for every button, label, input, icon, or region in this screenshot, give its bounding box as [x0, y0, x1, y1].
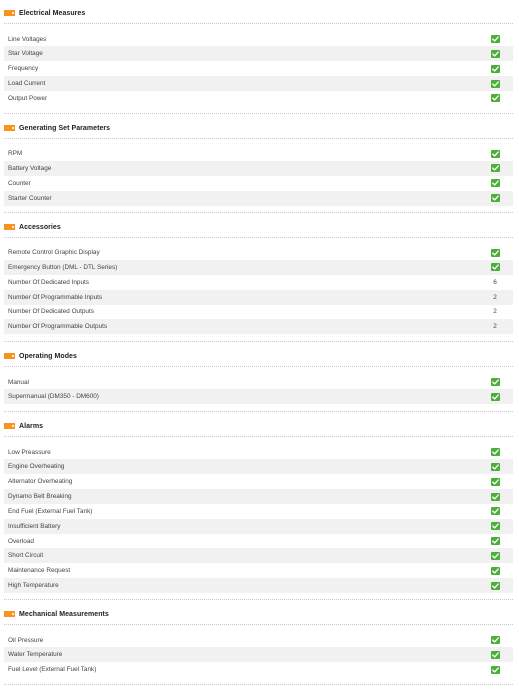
- spec-row-insufficient-battery: [4, 519, 513, 534]
- check-cell: [483, 463, 507, 471]
- spec-row-water-temperature: [4, 647, 513, 662]
- spec-row-number-of-programmable-outputs: [4, 319, 513, 334]
- spec-row-star-voltage: [4, 46, 513, 61]
- spec-label: Overload: [8, 537, 34, 545]
- check-icon: [491, 194, 500, 202]
- spec-row-engine-overheating: [4, 459, 513, 474]
- check-icon: [491, 65, 500, 73]
- spec-label: End Fuel (External Fuel Tank): [8, 507, 93, 515]
- section-header-alarms: [4, 417, 513, 435]
- check-icon: [491, 249, 500, 257]
- spec-row-frequency: [4, 61, 513, 76]
- check-icon: [491, 478, 500, 486]
- spec-row-emergency-button: [4, 260, 513, 275]
- check-cell: [483, 80, 507, 88]
- spec-row-overload: [4, 534, 513, 549]
- spec-label: Oil Pressure: [8, 636, 44, 644]
- check-cell: [483, 35, 507, 43]
- check-cell: [483, 249, 507, 257]
- check-cell: [483, 552, 507, 560]
- spec-row-maintenance-request: [4, 563, 513, 578]
- spec-label: High Temperature: [8, 582, 59, 590]
- spec-row-fuel-level: [4, 662, 513, 677]
- spec-row-manual: [4, 375, 513, 390]
- spec-label: Low Preassure: [8, 448, 51, 456]
- check-cell: [483, 522, 507, 530]
- check-cell: [483, 537, 507, 545]
- spec-row-number-of-programmable-inputs: [4, 290, 513, 305]
- check-icon: [491, 537, 500, 545]
- orange-bar-icon: [4, 125, 15, 131]
- header-underline: [4, 436, 513, 437]
- check-cell: [483, 150, 507, 158]
- check-icon: [491, 35, 500, 43]
- spec-row-end-fuel: [4, 504, 513, 519]
- spec-value: 2: [493, 323, 497, 331]
- check-icon: [491, 552, 500, 560]
- spec-label: Counter: [8, 179, 31, 187]
- spec-row-line-voltages: [4, 32, 513, 47]
- section-divider: [4, 684, 513, 685]
- spec-label: Manual: [8, 378, 29, 386]
- spec-label: Short Circuit: [8, 552, 44, 560]
- spec-label: Load Current: [8, 80, 46, 88]
- spec-value: 6: [493, 278, 497, 286]
- section-divider: [4, 113, 513, 114]
- spec-value: 2: [493, 293, 497, 301]
- header-underline: [4, 237, 513, 238]
- spec-row-load-current: [4, 76, 513, 91]
- orange-bar-icon: [4, 423, 15, 429]
- check-cell: [483, 179, 507, 187]
- check-icon: [491, 636, 500, 644]
- check-cell: [483, 666, 507, 674]
- spec-row-short-circuit: [4, 548, 513, 563]
- check-icon: [491, 94, 500, 102]
- check-cell: [483, 378, 507, 386]
- spec-label: Number Of Dedicated Outputs: [8, 308, 94, 316]
- check-icon: [491, 448, 500, 456]
- spec-row-remote-control-graphic-display: [4, 245, 513, 260]
- section-header-generating-set-parameters: [4, 119, 513, 137]
- spec-label: Starter Counter: [8, 194, 52, 202]
- section-header-mechanical-measurements: [4, 605, 513, 623]
- check-cell: [483, 94, 507, 102]
- spec-row-dynamo-belt-breaking: [4, 489, 513, 504]
- check-cell: [483, 651, 507, 659]
- orange-bar-icon: [4, 611, 15, 617]
- check-cell: [483, 164, 507, 172]
- header-underline: [4, 624, 513, 625]
- spec-row-output-power: [4, 91, 513, 106]
- check-icon: [491, 150, 500, 158]
- section-title: Mechanical Measurements: [19, 610, 109, 618]
- section-title: Operating Modes: [19, 352, 77, 360]
- header-underline: [4, 138, 513, 139]
- check-icon: [491, 50, 500, 58]
- check-icon: [491, 507, 500, 515]
- check-icon: [491, 80, 500, 88]
- spec-row-alternator-overheating: [4, 474, 513, 489]
- check-cell: [483, 65, 507, 73]
- spec-label: RPM: [8, 150, 23, 157]
- orange-bar-icon: [4, 353, 15, 359]
- check-cell: [483, 567, 507, 575]
- section-title: Alarms: [19, 422, 44, 430]
- spec-label: Number Of Programmable Inputs: [8, 293, 103, 301]
- spec-row-counter: [4, 176, 513, 191]
- check-icon: [491, 393, 500, 401]
- spec-label: Alternator Overheating: [8, 478, 73, 486]
- spec-label: Fuel Level (External Fuel Tank): [8, 666, 97, 674]
- check-icon: [491, 582, 500, 590]
- check-cell: [483, 582, 507, 590]
- section-title: Generating Set Parameters: [19, 124, 111, 132]
- check-icon: [491, 263, 500, 271]
- spec-row-number-of-dedicated-outputs: [4, 304, 513, 319]
- spec-label: Insufficient Battery: [8, 522, 61, 530]
- spec-label: Dynamo Belt Breaking: [8, 493, 72, 501]
- spec-label: Number Of Programmable Outputs: [8, 323, 108, 331]
- check-cell: [483, 393, 507, 401]
- check-icon: [491, 463, 500, 471]
- spec-row-starter-counter: [4, 191, 513, 206]
- spec-label: Output Power: [8, 94, 48, 102]
- check-cell: [483, 507, 507, 515]
- spec-label: Battery Voltage: [8, 164, 52, 172]
- spec-label: Frequency: [8, 65, 39, 73]
- check-cell: [483, 636, 507, 644]
- spec-row-number-of-dedicated-inputs: [4, 275, 513, 290]
- check-cell: [483, 493, 507, 501]
- section-header-accessories: [4, 218, 513, 236]
- check-cell: [483, 194, 507, 202]
- spec-label: Line Voltages: [8, 35, 47, 43]
- header-underline: [4, 23, 513, 24]
- header-underline: [4, 366, 513, 367]
- spec-value: 2: [493, 308, 497, 316]
- spec-row-high-temperature: [4, 578, 513, 593]
- check-icon: [491, 651, 500, 659]
- check-icon: [491, 666, 500, 674]
- spec-row-battery-voltage: [4, 161, 513, 176]
- check-cell: [483, 263, 507, 271]
- spec-row-low-preassure: [4, 445, 513, 460]
- section-divider: [4, 411, 513, 412]
- check-icon: [491, 493, 500, 501]
- spec-label: Number Of Dedicated Inputs: [8, 278, 89, 286]
- check-icon: [491, 378, 500, 386]
- spec-label: Star Voltage: [8, 50, 43, 58]
- spec-row-supermanual: [4, 389, 513, 404]
- section-divider: [4, 599, 513, 600]
- orange-bar-icon: [4, 10, 15, 16]
- spec-row-rpm: [4, 146, 513, 161]
- spec-label: Maintenance Request: [8, 567, 71, 575]
- check-icon: [491, 522, 500, 530]
- section-title: Accessories: [19, 223, 61, 231]
- section-header-electrical-measures: [4, 4, 513, 22]
- check-cell: [483, 448, 507, 456]
- spec-label: Engine Overheating: [8, 463, 65, 471]
- check-cell: [483, 50, 507, 58]
- orange-bar-icon: [4, 224, 15, 230]
- section-title: Electrical Measures: [19, 9, 86, 17]
- spec-row-oil-pressure: [4, 633, 513, 648]
- section-divider: [4, 212, 513, 213]
- check-icon: [491, 567, 500, 575]
- check-icon: [491, 179, 500, 187]
- section-header-operating-modes: [4, 347, 513, 365]
- spec-label: Water Temperature: [8, 651, 63, 659]
- check-cell: [483, 478, 507, 486]
- check-icon: [491, 164, 500, 172]
- spec-label: Supermanual (DM350 - DM600): [8, 393, 99, 401]
- section-divider: [4, 341, 513, 342]
- spec-label: Emergency Button (DML - DTL Series): [8, 263, 118, 271]
- spec-label: Remote Control Graphic Display: [8, 249, 100, 256]
